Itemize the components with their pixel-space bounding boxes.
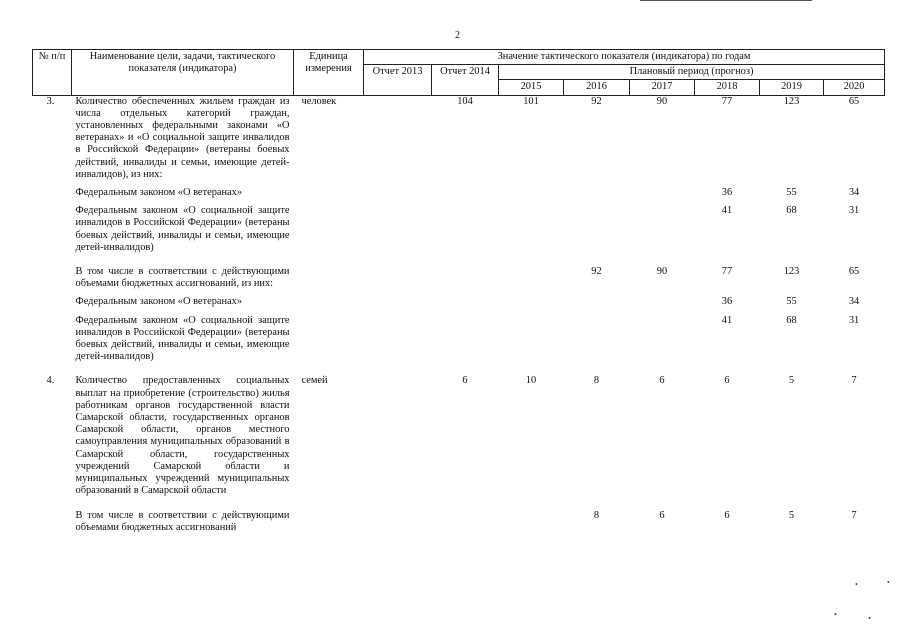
table-header [33, 50, 885, 96]
value-2015 [499, 205, 564, 254]
value-2020: 31 [848, 314, 860, 326]
value-2013 [364, 315, 432, 364]
value-2015 [499, 266, 564, 290]
row-unit [294, 205, 364, 254]
value-2015: 101 [523, 95, 539, 107]
value-2018: 41 [721, 205, 733, 217]
row-unit: семей [301, 375, 328, 387]
value-2019: 68 [786, 205, 797, 217]
table-row [33, 187, 885, 199]
row-unit [294, 187, 364, 199]
table-row [33, 375, 885, 497]
header-year: 2019 [760, 80, 824, 95]
row-number [33, 510, 72, 534]
row-name: В том числе в соответствии с действующими объемами бюджетных ассигнований, из них: [75, 266, 290, 290]
value-2019: 55 [786, 187, 797, 199]
value-2013 [364, 266, 432, 290]
value-2019: 123 [783, 95, 800, 107]
row-number [33, 315, 72, 364]
value-2018: 36 [721, 187, 733, 199]
table-row [33, 296, 885, 308]
value-2015 [499, 315, 564, 364]
value-2014 [432, 205, 499, 254]
value-2020: 34 [848, 296, 860, 308]
header-unit: Единица измерения [294, 50, 364, 96]
row-unit [294, 296, 364, 308]
scan-speck: • [834, 610, 837, 619]
table-body [33, 95, 885, 534]
value-2013 [364, 296, 432, 308]
top-rule [640, 0, 812, 1]
value-2019: 5 [788, 375, 795, 387]
value-2016 [564, 205, 630, 254]
value-2018: 77 [721, 266, 733, 278]
value-2016 [564, 315, 630, 364]
header-year: 2016 [564, 80, 630, 95]
value-2014: 6 [462, 375, 468, 387]
value-2020: 34 [848, 187, 860, 199]
value-2017 [630, 187, 695, 199]
value-2017: 90 [656, 266, 668, 278]
value-2017: 90 [656, 95, 668, 107]
value-2018: 41 [721, 314, 733, 326]
value-2013 [364, 375, 432, 497]
value-2014 [432, 187, 499, 199]
value-2018: 6 [724, 509, 730, 521]
value-2018: 6 [724, 375, 730, 387]
header-plan-period: Плановый период (прогноз) [499, 65, 885, 80]
value-2020: 7 [851, 509, 857, 521]
row-name: Федеральным законом «О социальной защите инвалидов в Российской Федерации» (ветераны боевых действий, инвалиды и семьи, имеющие детей-инвалидов) [75, 314, 290, 363]
row-unit: человек [301, 95, 337, 107]
value-2016: 92 [591, 95, 602, 107]
value-2015 [499, 510, 564, 534]
value-2014: 104 [457, 95, 473, 107]
value-2013 [364, 205, 432, 254]
row-number [33, 205, 72, 254]
value-2020: 65 [848, 266, 860, 278]
value-2014 [432, 510, 499, 534]
row-number: 4. [46, 375, 55, 387]
header-year: 2017 [630, 80, 695, 95]
scan-speck: • [855, 580, 858, 589]
row-number [33, 187, 72, 199]
row-name: Федеральным законом «О социальной защите инвалидов в Российской Федерации» (ветераны боевых действий, инвалиды и семьи, имеющие детей-инвалидов) [75, 205, 290, 253]
header-year: 2015 [499, 80, 564, 95]
header-report-2013: Отчет 2013 [364, 65, 432, 95]
value-2020: 31 [848, 205, 860, 217]
row-name: Федеральным законом «О ветеранах» [75, 187, 243, 199]
value-2019: 5 [788, 509, 795, 521]
row-name: Количество обеспеченных жильем граждан из числа отдельных категорий граждан, установленных федеральными законами «О ветеранах» и «О социальной защите инвалидов в Российской Федерации» (ветераны боевых действий, инвалиды и семьи, имеющие детей-инвалидов), из них: [75, 95, 290, 180]
value-2014 [432, 266, 499, 290]
header-report-2014: Отчет 2014 [432, 65, 499, 95]
value-2014 [432, 296, 499, 308]
row-number: 3. [46, 95, 55, 107]
value-2016 [564, 187, 630, 199]
value-2020: 7 [851, 375, 857, 387]
table-row [33, 95, 885, 181]
value-2013 [364, 510, 432, 534]
value-2016 [564, 296, 630, 308]
header-year: 2018 [695, 80, 760, 95]
value-2013 [364, 95, 432, 181]
value-2015: 10 [525, 375, 537, 387]
row-unit [294, 315, 364, 364]
value-2017: 6 [659, 509, 665, 521]
row-name: В том числе в соответствии с действующими объемами бюджетных ассигнований [75, 509, 290, 533]
value-2013 [364, 187, 432, 199]
value-2020: 65 [848, 95, 860, 107]
row-number [33, 296, 72, 308]
page-number: 2 [455, 30, 460, 41]
value-2018: 36 [721, 296, 733, 308]
table-row [33, 510, 885, 534]
value-2019: 55 [786, 296, 797, 308]
header-values-group: Значение тактического показателя (индикатора) по годам [364, 50, 885, 65]
value-2017 [630, 296, 695, 308]
value-2016: 8 [593, 375, 600, 387]
value-2019: 123 [783, 266, 800, 278]
row-unit [294, 510, 364, 534]
header-year: 2020 [824, 80, 885, 95]
row-unit [294, 266, 364, 290]
scan-speck: • [887, 578, 890, 587]
header-name: Наименование цели, задачи, тактического показателя (индикатора) [72, 50, 294, 96]
indicators-table [32, 49, 885, 534]
table-row [33, 266, 885, 290]
table-row [33, 315, 885, 364]
value-2016: 92 [591, 266, 602, 278]
scan-speck: • [868, 614, 871, 623]
value-2014 [432, 315, 499, 364]
header-num: № п/п [33, 50, 72, 96]
value-2018: 77 [721, 95, 733, 107]
value-2015 [499, 296, 564, 308]
row-name: Количество предоставленных социальных выплат на приобретение (строительство) жилья работникам органов государственной власти Самарской области, государственных органов Самарской области, органов местного самоуправления муниципальных образований в Самарской области, государственных учреждений Самарской области и муниципальных учреждений муниципальных образований в Самарской области [75, 375, 290, 497]
row-name: Федеральным законом «О ветеранах» [75, 296, 243, 308]
value-2017: 6 [659, 375, 665, 387]
value-2019: 68 [786, 314, 797, 326]
row-number [33, 266, 72, 290]
table-row [33, 205, 885, 254]
value-2016: 8 [593, 509, 600, 521]
value-2017 [630, 315, 695, 364]
value-2017 [630, 205, 695, 254]
value-2015 [499, 187, 564, 199]
